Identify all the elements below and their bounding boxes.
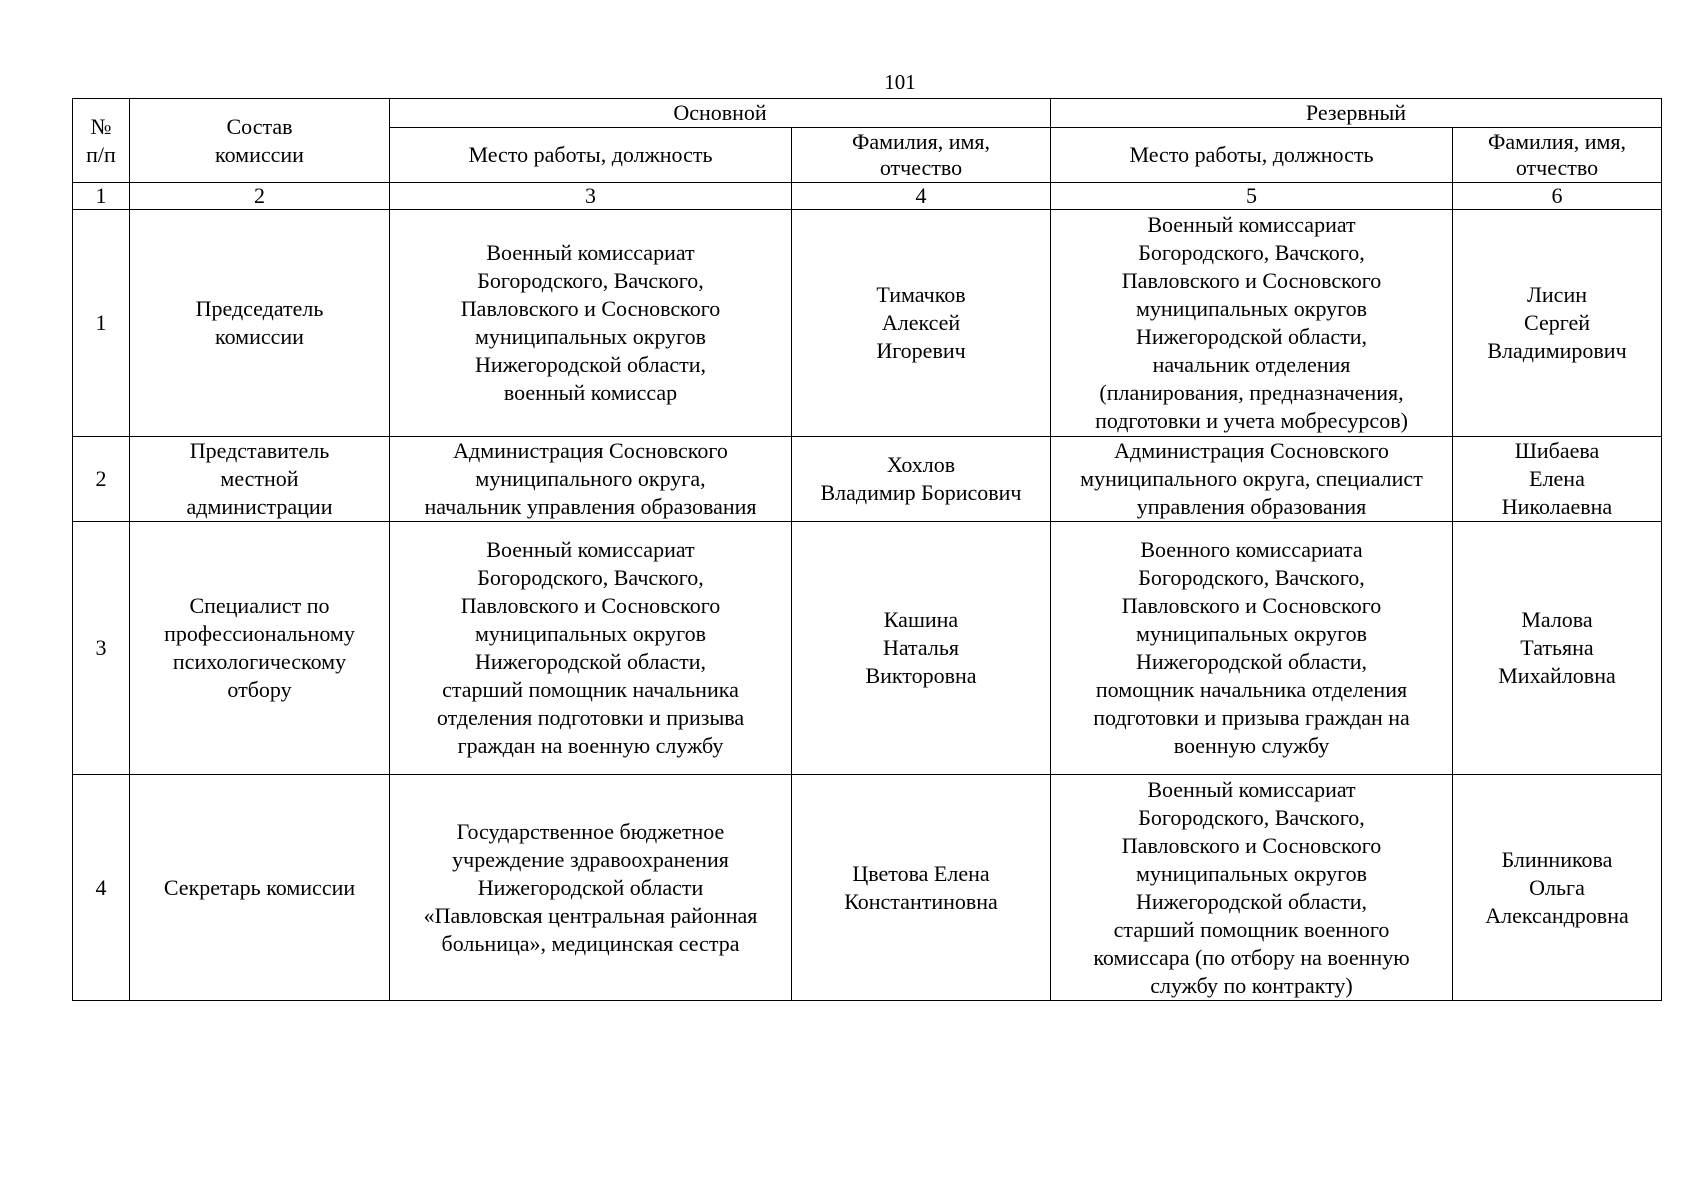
reserve-fio-cell: Шибаева Елена Николаевна [1453, 437, 1662, 522]
role-cell: Представитель местной администрации [130, 437, 390, 522]
header-workplace-reserve: Место работы, должность [1051, 128, 1453, 183]
reserve-workplace-cell: Военный комиссариат Богородского, Вачского, Павловского и Сосновского муниципальных округов Нижегородской области, старший помощник военного комиссара (по отбору на военную службу по контракту) [1051, 775, 1453, 1001]
row-number: 2 [73, 437, 130, 522]
reserve-fio-cell: Малова Татьяна Михайловна [1453, 522, 1662, 775]
commission-table [72, 98, 1662, 1001]
role-cell: Председатель комиссии [130, 210, 390, 437]
row-number: 3 [73, 522, 130, 775]
header-fio-main: Фамилия, имя, отчество [792, 128, 1051, 183]
row-number: 4 [73, 775, 130, 1001]
table-row [73, 210, 1662, 437]
table-row [73, 437, 1662, 522]
row-number: 1 [73, 210, 130, 437]
table-row [73, 522, 1662, 775]
header-composition: Состав комиссии [130, 99, 390, 183]
reserve-fio-cell: Блинникова Ольга Александровна [1453, 775, 1662, 1001]
role-cell: Секретарь комиссии [130, 775, 390, 1001]
page-number: 101 [884, 70, 916, 94]
main-workplace-cell: Военный комиссариат Богородского, Вачского, Павловского и Сосновского муниципальных округов Нижегородской области, старший помощник начальника отделения подготовки и призыва граждан на военную службу [390, 522, 792, 775]
main-fio-cell: Кашина Наталья Викторовна [792, 522, 1051, 775]
column-number: 5 [1051, 183, 1453, 210]
column-number: 3 [390, 183, 792, 210]
reserve-workplace-cell: Военный комиссариат Богородского, Вачского, Павловского и Сосновского муниципальных округов Нижегородской области, начальник отделения (планирования, предназначения, подготовки и учета мобресурсов) [1051, 210, 1453, 437]
reserve-workplace-cell: Администрация Сосновского муниципального округа, специалист управления образования [1051, 437, 1453, 522]
column-number: 1 [73, 183, 130, 210]
main-workplace-cell: Администрация Сосновского муниципального округа, начальник управления образования [390, 437, 792, 522]
header-reserve: Резервный [1051, 99, 1662, 128]
role-cell: Специалист по профессиональному психологическому отбору [130, 522, 390, 775]
column-number: 4 [792, 183, 1051, 210]
column-number-row [73, 183, 1662, 210]
header-num: № п/п [73, 99, 130, 183]
header-fio-reserve: Фамилия, имя, отчество [1453, 128, 1662, 183]
header-row-1 [73, 99, 1662, 128]
column-number: 6 [1453, 183, 1662, 210]
main-fio-cell: Цветова Елена Константиновна [792, 775, 1051, 1001]
reserve-fio-cell: Лисин Сергей Владимирович [1453, 210, 1662, 437]
main-fio-cell: Хохлов Владимир Борисович [792, 437, 1051, 522]
table-row [73, 775, 1662, 1001]
header-main: Основной [390, 99, 1051, 128]
reserve-workplace-cell: Военного комиссариата Богородского, Вачского, Павловского и Сосновского муниципальных округов Нижегородской области, помощник начальника отделения подготовки и призыва граждан на военную службу [1051, 522, 1453, 775]
main-workplace-cell: Военный комиссариат Богородского, Вачского, Павловского и Сосновского муниципальных округов Нижегородской области, военный комиссар [390, 210, 792, 437]
main-fio-cell: Тимачков Алексей Игоревич [792, 210, 1051, 437]
column-number: 2 [130, 183, 390, 210]
main-workplace-cell: Государственное бюджетное учреждение здравоохранения Нижегородской области «Павловская центральная районная больница», медицинская сестра [390, 775, 792, 1001]
header-workplace-main: Место работы, должность [390, 128, 792, 183]
